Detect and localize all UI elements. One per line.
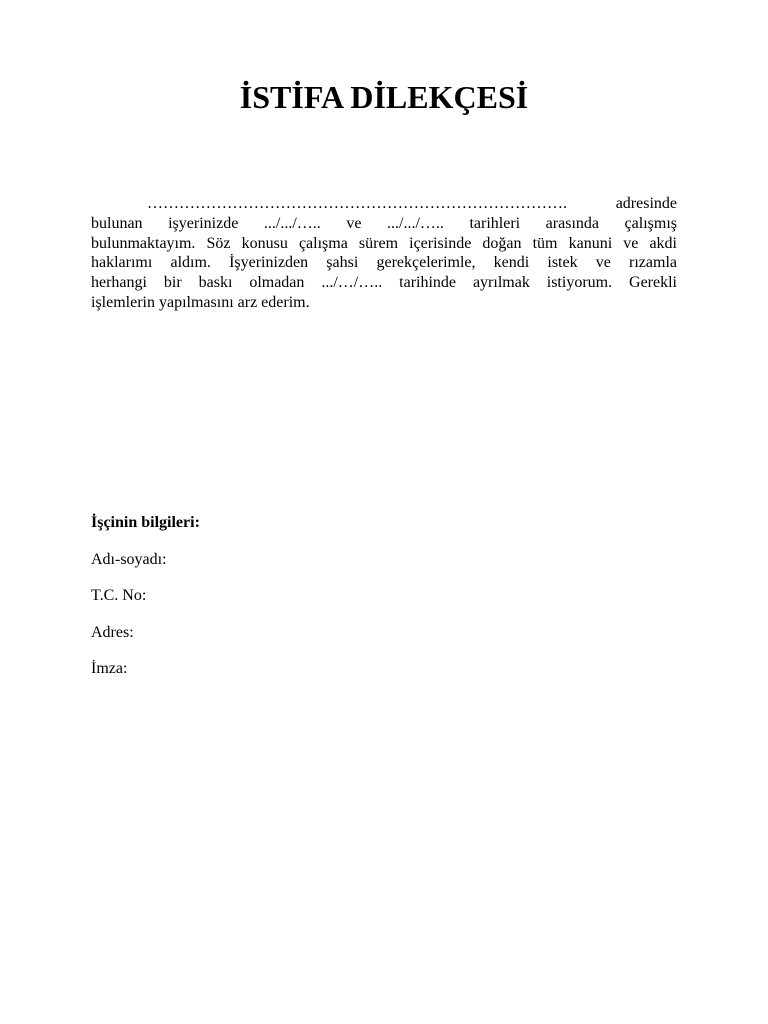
letter-body	[91, 194, 677, 313]
body-line: ……………………………………………………………………. adresinde	[147, 195, 677, 212]
body-line: bulunan işyerinizde .../.../….. ve .../.../….. tarihleri arasında çalışmış	[91, 214, 677, 232]
body-line: herhangi bir baskı olmadan .../…/….. tarihinde ayrılmak istiyorum. Gerekli	[91, 274, 677, 292]
body-line: işlemlerin yapılmasını arz ederim.	[91, 293, 310, 311]
field-name-surname: Adı-soyadı:	[91, 550, 167, 568]
worker-info-section	[91, 513, 677, 696]
page-title: İSTİFA DİLEKÇESİ	[239, 79, 529, 115]
body-line: bulunmaktayım. Söz konusu çalışma sürem içerisinde doğan tüm kanuni ve akdi	[91, 234, 677, 252]
worker-info-heading: İşçinin bilgileri:	[91, 514, 200, 531]
body-line: haklarımı aldım. İşyerinizden şahsi gerekçelerimle, kendi istek ve rızamla	[91, 254, 677, 272]
field-address: Adres:	[91, 623, 134, 641]
field-id-number: T.C. No:	[91, 587, 147, 605]
field-signature: İmza:	[91, 660, 128, 678]
